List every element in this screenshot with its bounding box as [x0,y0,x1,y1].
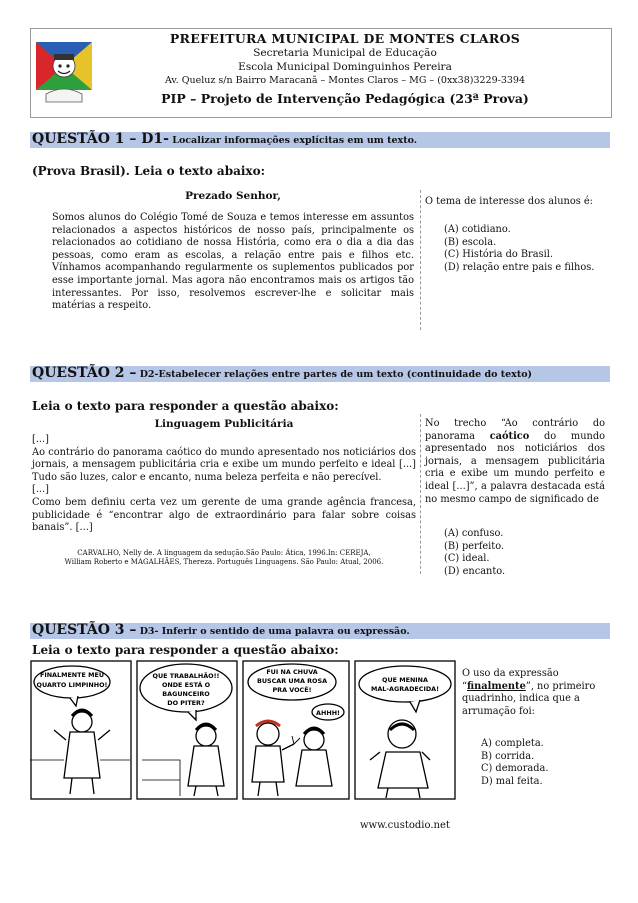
q2-paragraph-1: Ao contrário do panorama caótico do mundo apresentado nos noticiários dos jornais, a mensagem publicitária cria e exibe um mundo perfeito e ideal [...] Tudo são luzes, calor e encanto, numa beleza perfeita e não perecível. [32,446,416,483]
q3-option-a[interactable]: A) completa. [481,738,544,749]
source-footer: www.custodio.net [360,820,450,831]
question-1-bar [30,132,610,148]
q2-divider [420,414,421,574]
q2-credit-line-2: William Roberto e MAGALHÃES, Thereza. Português Linguagens. São Paulo: Atual, 2006. [64,558,384,566]
q3-intro: Leia o texto para responder a questão abaixo: [32,643,339,657]
q1-option-c[interactable]: (C) História do Brasil. [444,249,553,261]
q1-intro: (Prova Brasil). Leia o texto abaixo: [32,164,266,178]
balloon-4-b: MAL-AGRADECIDA! [371,685,439,693]
q1-option-a[interactable]: (A) cotidiano. [444,224,511,235]
q2-credit [32,549,416,567]
header-address: Av. Queluz s/n Bairro Maracanã – Montes Claros – MG – (0xx38)3229-3394 [164,75,526,86]
q2-text-title: Linguagem Publicitária [154,418,294,430]
q3-question: O uso da expressão “finalmente”, no primeiro quadrinho, indica que a arrumação foi: [462,668,596,717]
balloon-3-b: BUSCAR UMA ROSA [256,677,328,685]
balloon-2: QUE TRABALHÃO!! [152,672,220,680]
q1-option-b[interactable]: (B) escola. [444,236,497,248]
balloon-3-c: PRA VOCÊ! [272,686,312,694]
q2-ellipsis-2: [...] [32,484,49,496]
question-2-title: QUESTÃO 2 – D2-Estabelecer relações entre partes de um texto (continuidade do texto) [32,365,533,381]
question-1-title: QUESTÃO 1 – D1- Localizar informações explícitas em um texto. [32,131,418,147]
question-3-title: QUESTÃO 3 – D3- Inferir o sentido de uma palavra ou expressão. [32,622,410,638]
q2-paragraph-2: Como bem definiu certa vez um gerente de uma grande agência francesa, publicidade é “encontrar algo de extraordinário para falar sobre coisas banais”. [...] [32,496,416,534]
balloon-2-b: ONDE ESTÁ O [161,681,211,689]
q2-ellipsis-1: [...] [32,434,49,445]
q2-options [444,528,594,578]
balloon-2-d: DO PITER? [167,699,205,707]
header-line-1: PREFEITURA MUNICIPAL DE MONTES CLAROS [169,31,521,46]
header-pip-title: PIP – Projeto de Intervenção Pedagógica (23ª Prova) [161,91,529,106]
question-2-bar [30,366,610,382]
balloon-3: FUI NA CHUVA [266,668,318,676]
q2-question: No trecho “Ao contrário do panorama caótico do mundo apresentado nos noticiários dos jornais, a mensagem publicitária cria e exibe um mundo perfeito e ideal [...]”, a palavra destacada está no mesmo campo de significado de [425,418,605,505]
q1-text-body: Somos alunos do Colégio Tomé de Souza e temos interesse em assuntos relacionados a aspectos históricos de nosso país, principalmente os relacionados ao cotidiano de nossa História, como era o dia a dia das pessoas, como eram as escolas, a relação entre pais e filhos etc. Vínhamos acompanhando regularmente os suplementos publicados por esse importante jornal. Mas agora não encontramos mais os artigos tão interessantes. Por isso, resolvemos escrever-lhe e solicitar mais matérias a respeito. [52,212,414,312]
q2-credit-line-1: CARVALHO, Nelly de. A linguagem da sedução.São Paulo: Ática, 1996.In: CEREJA, [77,549,371,557]
q3-option-c[interactable]: C) demorada. [481,763,549,775]
balloon-2-c: BAGUNCEIRO [162,690,210,698]
header-line-3: Escola Municipal Dominguinhos Pereira [238,61,452,73]
balloon-1-b: QUARTO LIMPINHO! [36,681,108,689]
q2-option-c[interactable]: (C) ideal. [444,553,490,565]
q2-option-a[interactable]: (A) confuso. [444,528,504,539]
header-line-2: Secretaria Municipal de Educação [253,47,437,59]
balloon-4: QUE MENINA [382,676,428,684]
q1-question: O tema de interesse dos alunos é: [425,196,593,207]
q1-text-title: Prezado Senhor, [185,190,281,202]
q3-options [481,738,601,788]
q1-divider [420,190,421,330]
comic-strip [30,660,456,800]
q2-text-block [32,434,416,535]
balloon-1: FINALMENTE MEU [39,671,105,679]
balloon-3-ahh: AHHH! [316,709,340,717]
q1-options [444,224,599,274]
q2-option-d[interactable]: (D) encanto. [444,565,506,577]
q3-option-b[interactable]: B) corrida. [481,750,535,762]
q2-intro: Leia o texto para responder a questão abaixo: [32,399,339,413]
q1-option-d[interactable]: (D) relação entre pais e filhos. [444,261,595,273]
q3-option-d[interactable]: D) mal feita. [481,775,543,787]
q2-option-b[interactable]: (B) perfeito. [444,540,505,552]
question-3-bar [30,623,610,639]
